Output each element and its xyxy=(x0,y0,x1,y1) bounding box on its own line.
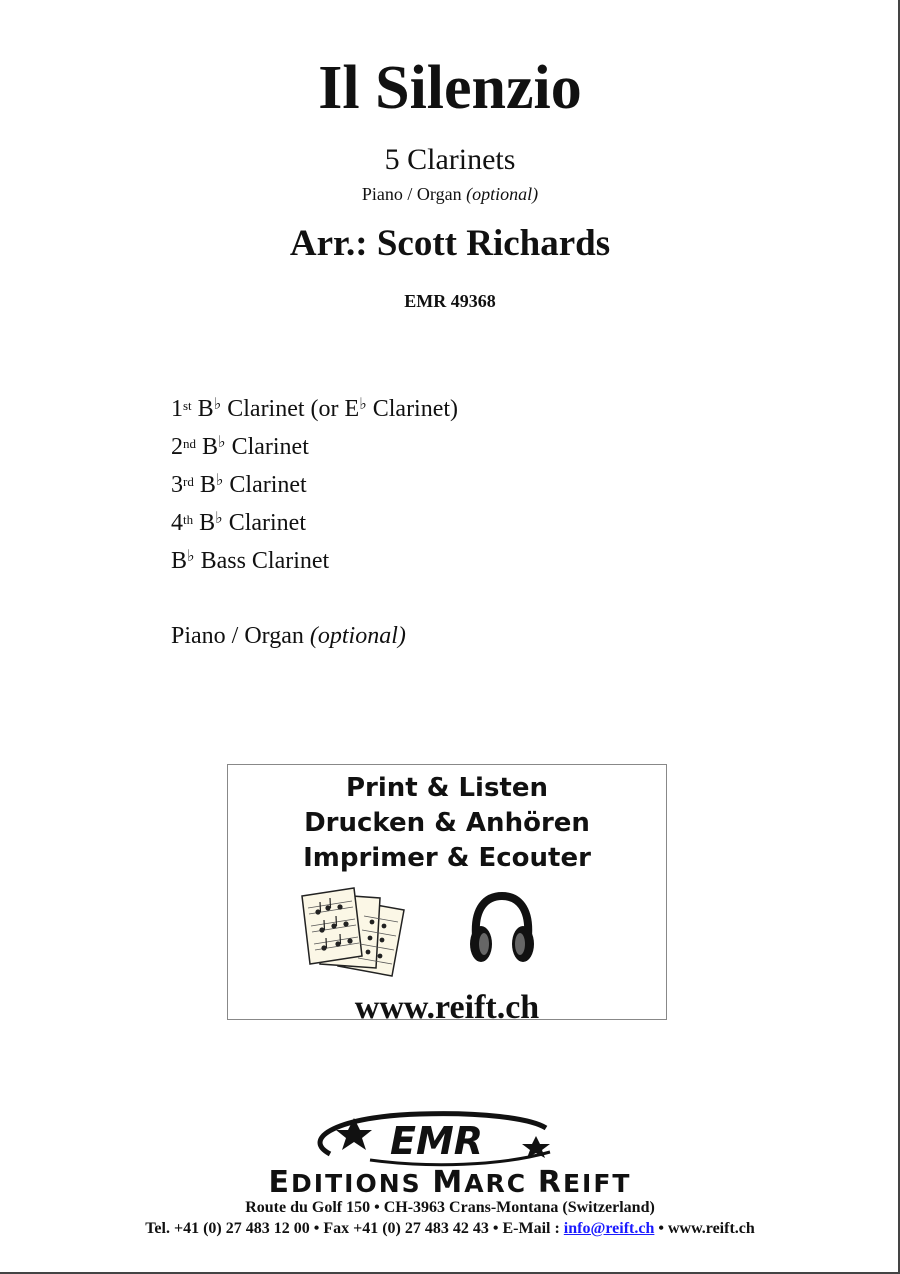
part-ordinal: 4 xyxy=(171,510,183,536)
print-listen-box xyxy=(227,764,667,1026)
part-key: B xyxy=(193,472,216,498)
part-name: Bass Clarinet xyxy=(194,548,330,574)
publisher-address: Route du Golf 150 • CH-3963 Crans-Montana (Switzerland) xyxy=(245,1199,655,1216)
publisher-initial: E xyxy=(268,1165,292,1200)
part-name-alt: Clarinet) xyxy=(366,396,459,422)
publisher-word: DITIONS xyxy=(291,1169,433,1198)
part-name: Clarinet xyxy=(223,472,307,498)
promo-line-de: Drucken & Anhören xyxy=(304,808,590,838)
arranger: Arr.: Scott Richards xyxy=(289,223,611,264)
part-ordinal: 2 xyxy=(171,434,183,460)
part-ordinal: 3 xyxy=(171,472,183,498)
part-item xyxy=(171,466,458,504)
publisher-contact xyxy=(0,1219,900,1239)
publisher-word: ARC xyxy=(464,1169,538,1198)
optional-part-name: Piano / Organ xyxy=(171,623,304,649)
flat-icon: ♭ xyxy=(218,434,226,451)
promo-url: www.reift.ch xyxy=(354,989,540,1026)
publisher-word: EIFT xyxy=(562,1169,632,1198)
publisher-name xyxy=(0,1165,900,1200)
publisher-initial: M xyxy=(432,1165,465,1200)
publisher-initial: R xyxy=(537,1165,563,1200)
part-ordinal: 1 xyxy=(171,396,183,422)
part-name: Clarinet (or E xyxy=(221,396,360,422)
part-name: Clarinet xyxy=(222,510,306,536)
catalog-number: EMR 49368 xyxy=(404,291,496,311)
part-key: B xyxy=(196,434,219,460)
promo-icons xyxy=(228,876,666,988)
promo-line-en: Print & Listen xyxy=(345,773,549,803)
part-ordinal-suffix: st xyxy=(183,398,192,413)
part-ordinal-suffix: th xyxy=(183,512,194,527)
part-name: Clarinet xyxy=(225,434,309,460)
sheet-music-icon xyxy=(298,886,410,978)
optional-part-label: (optional) xyxy=(309,623,406,649)
part-item xyxy=(171,542,458,580)
flat-icon: ♭ xyxy=(213,396,222,413)
instrumentation: 5 Clarinets xyxy=(384,143,516,176)
optional-accompaniment xyxy=(0,182,900,206)
parts-list xyxy=(171,390,458,580)
promo-line-fr: Imprimer & Ecouter xyxy=(303,843,591,873)
part-key: B xyxy=(191,396,214,422)
emr-logo xyxy=(310,1108,590,1170)
part-item xyxy=(171,428,458,466)
optional-label: (optional) xyxy=(466,184,539,204)
page-title: Il Silenzio xyxy=(318,54,582,122)
email-link[interactable]: info@reift.ch xyxy=(563,1220,655,1237)
flat-icon: ♭ xyxy=(359,396,367,413)
contact-website: • www.reift.ch xyxy=(654,1220,755,1237)
part-key: B xyxy=(171,548,188,574)
part-key: B xyxy=(193,510,216,536)
flat-icon: ♭ xyxy=(215,510,223,527)
accompaniment-label: Piano / Organ xyxy=(361,184,462,204)
part-ordinal-suffix: rd xyxy=(183,474,194,489)
part-ordinal-suffix: nd xyxy=(183,436,196,451)
contact-phone-fax: Tel. +41 (0) 27 483 12 00 • Fax +41 (0) 27 483 42 43 • E-Mail : xyxy=(145,1220,564,1237)
part-item xyxy=(171,390,458,428)
part-item xyxy=(171,504,458,542)
optional-part xyxy=(171,617,406,655)
flat-icon: ♭ xyxy=(215,472,224,489)
flat-icon: ♭ xyxy=(187,548,195,565)
headphones-icon xyxy=(466,890,538,970)
logo-text: EMR xyxy=(390,1119,484,1163)
